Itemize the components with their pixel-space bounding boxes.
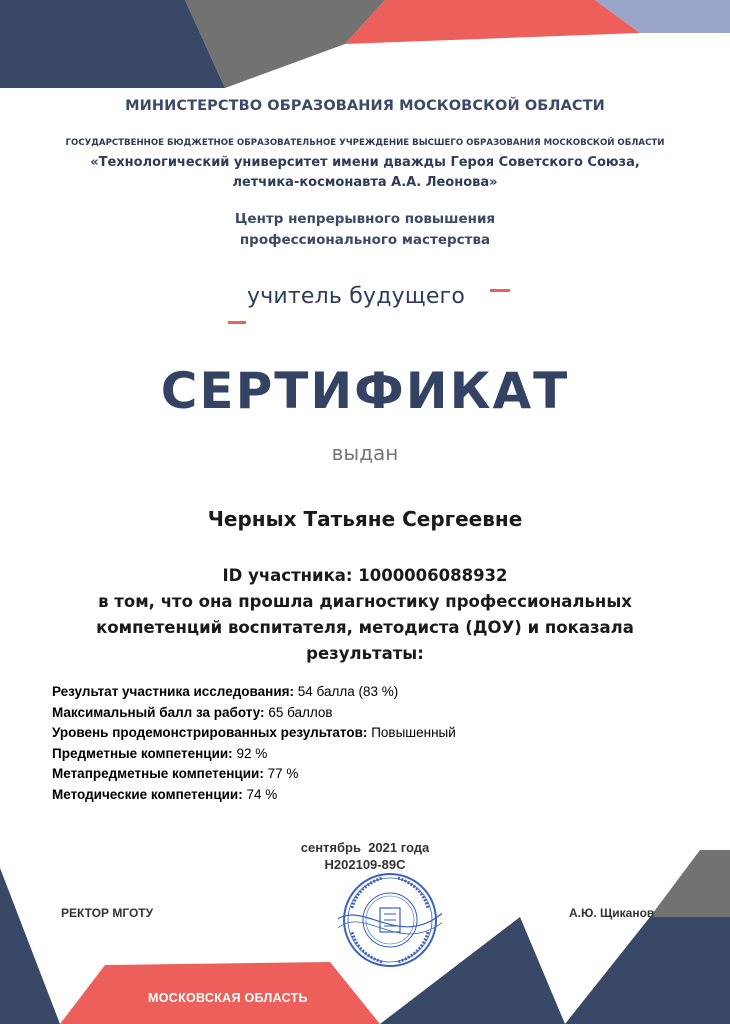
logo-accent-top bbox=[490, 289, 510, 292]
result-label: Предметные компетенции: bbox=[52, 745, 233, 761]
result-value: 65 баллов bbox=[268, 704, 333, 720]
certificate-number: Н202109-89С bbox=[324, 857, 406, 872]
center-name bbox=[0, 209, 730, 251]
center-line-1: Центр непрерывного повышения bbox=[234, 211, 496, 227]
logo-accent-bottom bbox=[228, 321, 246, 324]
center-line-2: профессионального мастерства bbox=[239, 232, 491, 248]
region-label: МОСКОВСКАЯ ОБЛАСТЬ bbox=[148, 991, 308, 1005]
signer-name: А.Ю. Щиканов bbox=[569, 906, 655, 920]
statement-line-3: результаты: bbox=[306, 644, 424, 663]
result-row bbox=[52, 703, 456, 724]
certificate-title: СЕРТИФИКАТ bbox=[160, 362, 570, 420]
institution-type: ГОСУДАРСТВЕННОЕ БЮДЖЕТНОЕ ОБРАЗОВАТЕЛЬНОЕ УЧРЕЖДЕНИЕ ВЫСШЕГО ОБРАЗОВАНИЯ МОСКОВСКОЙ ОБЛАСТИ bbox=[65, 138, 665, 148]
statement-block bbox=[0, 563, 730, 667]
result-row bbox=[52, 764, 456, 785]
ministry-title: МИНИСТЕРСТВО ОБРАЗОВАНИЯ МОСКОВСКОЙ ОБЛАСТИ bbox=[125, 98, 605, 114]
university-line-2: летчика-космонавта А.А. Леонова» bbox=[232, 175, 498, 190]
participant-id: ID участника: 1000006088932 bbox=[222, 566, 508, 585]
result-value: 54 балла (83 %) bbox=[297, 684, 399, 699]
statement-line-2: компетенций воспитателя, методиста (ДОУ) и показала bbox=[96, 618, 634, 637]
university-line-1: «Технологический университет имени дважды Героя Советского Союза, bbox=[90, 155, 640, 170]
result-label: Результат участника исследования: bbox=[52, 684, 294, 699]
seal-stamp-icon bbox=[338, 868, 442, 972]
result-label: Уровень продемонстрированных результатов: bbox=[52, 725, 368, 740]
top-coral-shape bbox=[345, 0, 640, 44]
result-row bbox=[52, 744, 456, 765]
result-row bbox=[52, 785, 456, 806]
result-row bbox=[52, 682, 456, 703]
issue-date: сентябрь 2021 года bbox=[300, 840, 430, 855]
result-value: 74 % bbox=[246, 786, 278, 802]
university-name bbox=[0, 153, 730, 193]
rector-title: РЕКТОР МГОТУ bbox=[61, 906, 154, 920]
bottom-navy-left-shape bbox=[0, 868, 60, 1024]
teacher-of-future-logo bbox=[228, 280, 518, 330]
result-value: 92 % bbox=[236, 745, 268, 761]
results-list bbox=[52, 682, 456, 805]
statement-line-1: в том, что она прошла диагностику профессиональных bbox=[98, 592, 632, 611]
logo-text: учитель будущего bbox=[247, 284, 465, 309]
result-label: Максимальный балл за работу: bbox=[52, 704, 265, 720]
result-label: Метапредметные компетенции: bbox=[52, 766, 264, 781]
issued-label: выдан bbox=[331, 441, 399, 465]
recipient-name: Черных Татьяне Сергеевне bbox=[207, 507, 523, 531]
result-row bbox=[52, 723, 456, 744]
bottom-navy-right-shape bbox=[565, 917, 730, 1024]
result-label: Методические компетенции: bbox=[52, 786, 243, 802]
recipient-block bbox=[0, 505, 730, 533]
result-value: 77 % bbox=[267, 766, 299, 781]
result-value: Повышенный bbox=[371, 725, 456, 740]
